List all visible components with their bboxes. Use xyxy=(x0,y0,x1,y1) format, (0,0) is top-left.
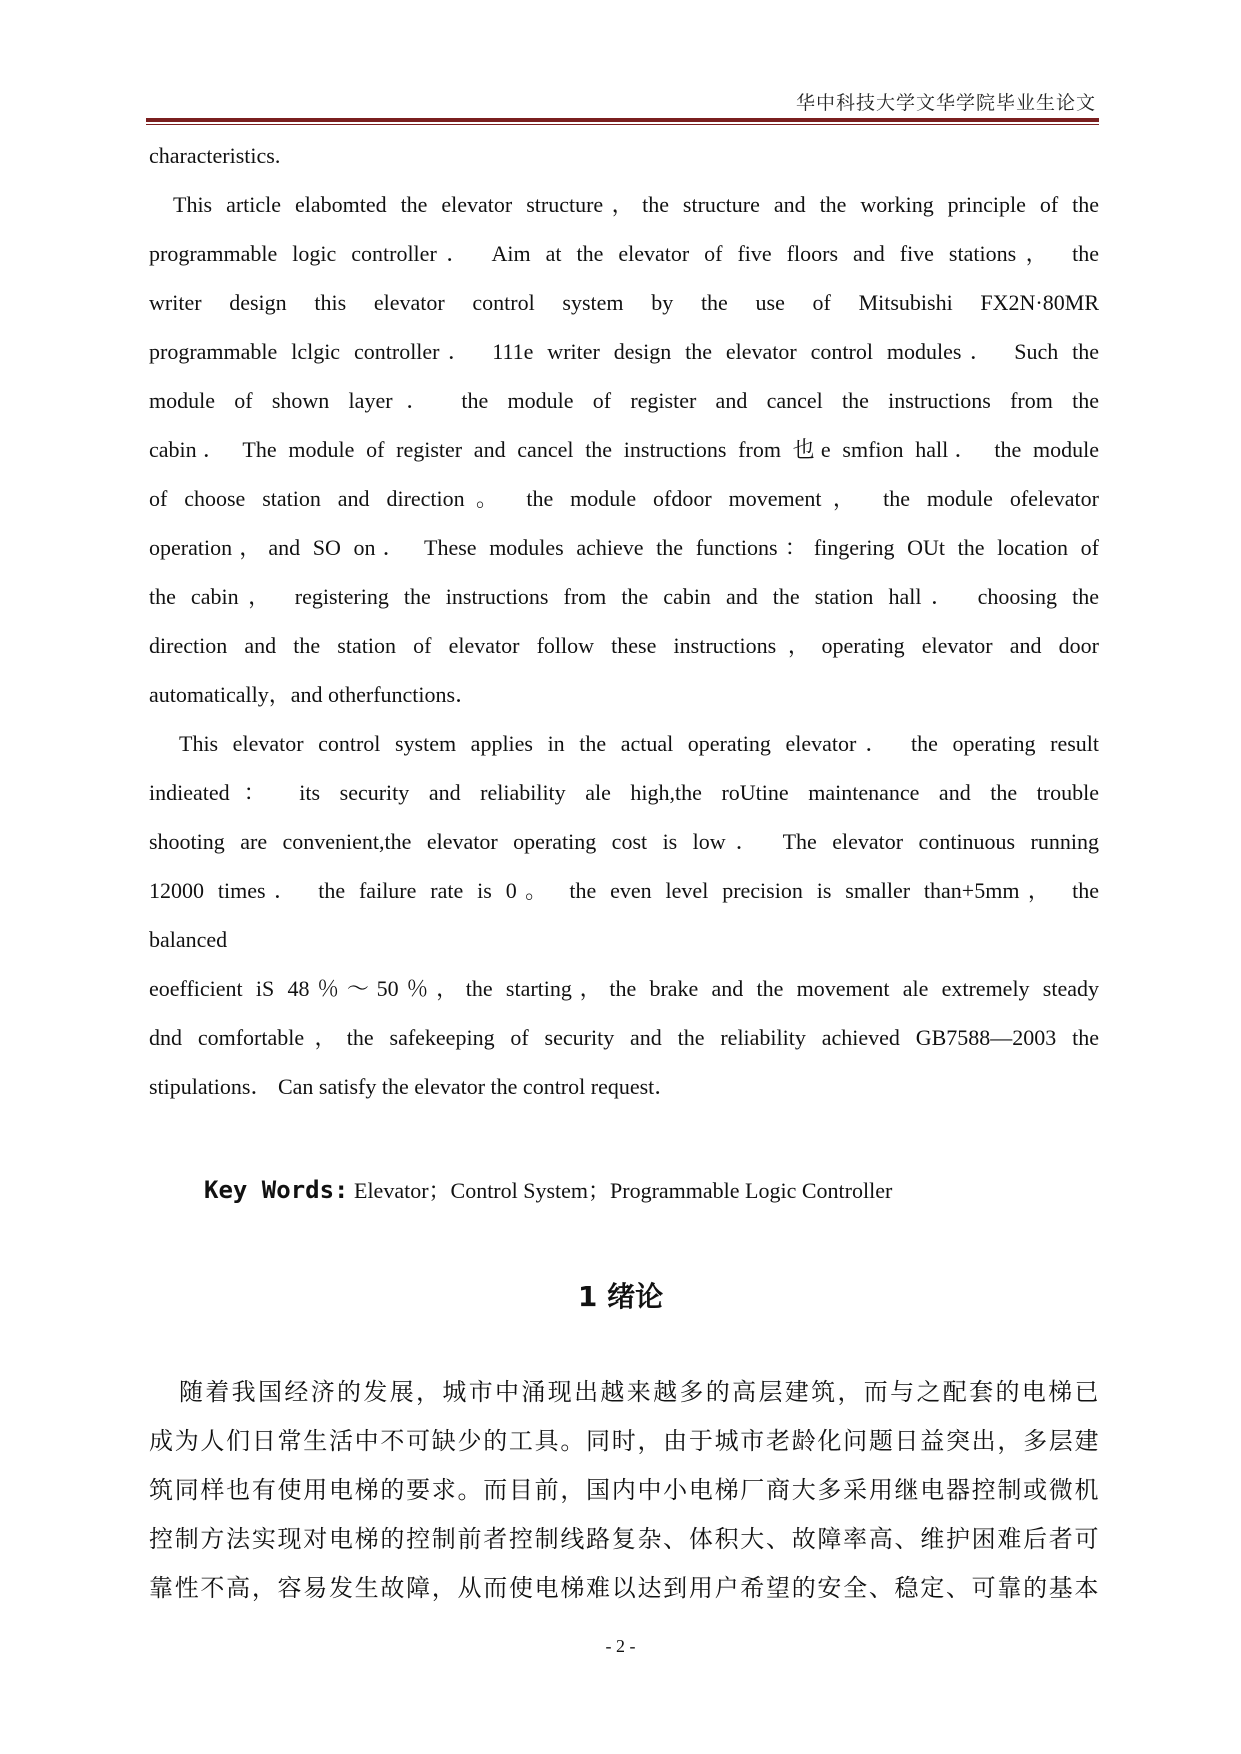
abstract-line: This article elabomted the elevator structure，the structure and the working principle of the xyxy=(173,192,1099,217)
intro-line: 筑同样也有使用电梯的要求。而目前，国内中小电梯厂商大多采用继电器控制或微机 xyxy=(149,1478,1099,1504)
page-number: - 2 - xyxy=(605,1636,636,1656)
abstract-line: direction and the station of elevator follow these instructions，operating elevator and door xyxy=(149,633,1099,658)
abstract-line: shooting are convenient,the elevator operating cost is low． The elevator continuous running xyxy=(149,829,1099,854)
intro-line: 成为人们日常生活中不可缺少的工具。同时，由于城市老龄化问题日益突出，多层建 xyxy=(149,1429,1099,1455)
intro-line: 靠性不高，容易发生故障，从而使电梯难以达到用户希望的安全、稳定、可靠的基本 xyxy=(149,1576,1099,1602)
abstract-line: cabin． The module of register and cancel the instructions from 也e smfion hall． the module xyxy=(149,437,1099,462)
abstract-line: indieated： its security and reliability ale high,the roUtine maintenance and the trouble xyxy=(149,780,1099,805)
header-rule-thin xyxy=(146,124,1099,125)
header-rule-thick xyxy=(146,118,1099,122)
abstract-line: operation，and SO on． These modules achieve the functions：fingering OUt the location of xyxy=(149,535,1099,560)
abstract-line: the cabin， registering the instructions from the cabin and the station hall． choosing the xyxy=(149,584,1099,609)
keywords-text: Elevator；Control System；Programmable Logic Controller xyxy=(348,1178,893,1203)
abstract-line: eoefficient iS 48％～50％，the starting，the brake and the movement ale extremely steady xyxy=(149,976,1099,1001)
abstract-line: stipulations． Can satisfy the elevator the control request． xyxy=(149,1074,677,1099)
abstract-line: module of shown layer． the module of register and cancel the instructions from the xyxy=(149,388,1099,413)
abstract-body xyxy=(149,131,1099,1111)
abstract-line: programmable lclgic controller． 111e writer design the elevator control modules． Such the xyxy=(149,339,1099,364)
keywords xyxy=(204,1170,892,1210)
abstract-line: 12000 times． the failure rate is 0。 the even level precision is smaller than+5mm， the xyxy=(149,878,1099,903)
abstract-line: programmable logic controller． Aim at the elevator of five floors and five stations， the xyxy=(149,241,1099,266)
section-heading: 1 绪论 xyxy=(577,1280,664,1313)
intro-body xyxy=(149,1369,1099,1614)
abstract-line: of choose station and direction。 the module ofdoor movement， the module ofelevator xyxy=(149,486,1099,511)
intro-line: 随着我国经济的发展，城市中涌现出越来越多的高层建筑，而与之配套的电梯已 xyxy=(179,1380,1099,1406)
abstract-line: balanced xyxy=(149,927,228,952)
running-header: 华中科技大学文华学院毕业生论文 xyxy=(795,93,1096,114)
abstract-line: This elevator control system applies in the actual operating elevator． the operating result xyxy=(179,731,1099,756)
abstract-line: characteristics. xyxy=(149,143,281,168)
abstract-line: dnd comfortable，the safekeeping of security and the reliability achieved GB7588—2003 the xyxy=(149,1025,1099,1050)
keywords-label: Key Words: xyxy=(204,1176,349,1204)
abstract-line: automatically，and otherfunctions． xyxy=(149,682,478,707)
intro-line: 控制方法实现对电梯的控制前者控制线路复杂、体积大、故障率高、维护困难后者可 xyxy=(149,1527,1099,1553)
abstract-line: writer design this elevator control system by the use of Mitsubishi FX2N·80MR xyxy=(149,290,1099,315)
